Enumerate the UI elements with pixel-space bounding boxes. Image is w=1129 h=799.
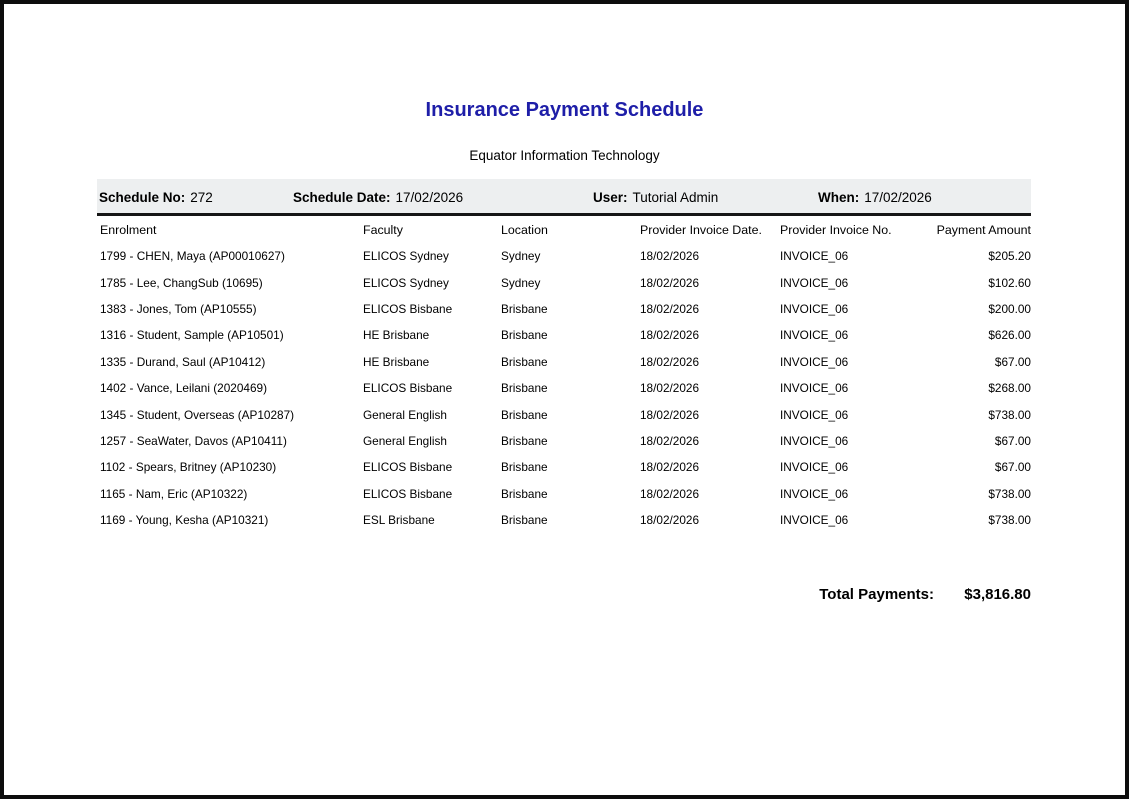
- when-label: When:: [818, 190, 860, 205]
- cell-invoice-no: INVOICE_06: [780, 328, 849, 343]
- cell-location: Brisbane: [501, 354, 548, 369]
- cell-invoice-date: 18/02/2026: [640, 433, 700, 448]
- schedule-date-field: [293, 179, 463, 216]
- schedule-no-value: 272: [190, 190, 213, 205]
- cell-amount: $205.20: [988, 249, 1031, 264]
- cell-invoice-no: INVOICE_06: [780, 486, 849, 501]
- table-row: [97, 428, 1031, 454]
- cell-enrolment: 1102 - Spears, Britney (AP10230): [100, 460, 277, 475]
- cell-location: Sydney: [501, 249, 541, 264]
- cell-amount: $738.00: [988, 407, 1031, 422]
- table-row: [97, 322, 1031, 348]
- cell-invoice-no: INVOICE_06: [780, 460, 849, 475]
- cell-amount: $626.00: [988, 328, 1031, 343]
- cell-faculty: HE Brisbane: [363, 328, 430, 343]
- schedule-no-field: [99, 179, 213, 216]
- total-payments-row: [97, 585, 1031, 605]
- cell-amount: $102.60: [988, 275, 1031, 290]
- cell-enrolment: 1335 - Durand, Saul (AP10412): [100, 354, 266, 369]
- cell-amount: $67.00: [994, 354, 1031, 369]
- cell-amount: $67.00: [994, 433, 1031, 448]
- total-payments-label: Total Payments:: [819, 586, 934, 604]
- cell-amount: $67.00: [994, 460, 1031, 475]
- cell-faculty: ELICOS Sydney: [363, 275, 449, 290]
- header-row: [97, 216, 1031, 243]
- cell-invoice-date: 18/02/2026: [640, 381, 700, 396]
- cell-invoice-date: 18/02/2026: [640, 328, 700, 343]
- table-row: [97, 454, 1031, 480]
- col-invoice-date: Provider Invoice Date.: [640, 222, 762, 237]
- cell-invoice-date: 18/02/2026: [640, 486, 700, 501]
- cell-location: Brisbane: [501, 513, 548, 528]
- cell-faculty: ELICOS Bisbane: [363, 486, 453, 501]
- cell-faculty: General English: [363, 407, 447, 422]
- col-faculty: Faculty: [363, 222, 403, 237]
- cell-enrolment: 1257 - SeaWater, Davos (AP10411): [100, 433, 287, 448]
- cell-enrolment: 1345 - Student, Overseas (AP10287): [100, 407, 295, 422]
- cell-enrolment: 1316 - Student, Sample (AP10501): [100, 328, 284, 343]
- cell-faculty: ELICOS Sydney: [363, 249, 449, 264]
- table-row: [97, 243, 1031, 269]
- table-row: [97, 507, 1031, 533]
- cell-amount: $268.00: [988, 381, 1031, 396]
- table-row: [97, 349, 1031, 375]
- cell-invoice-date: 18/02/2026: [640, 301, 700, 316]
- user-field: [593, 179, 718, 216]
- cell-invoice-date: 18/02/2026: [640, 275, 700, 290]
- cell-enrolment: 1402 - Vance, Leilani (2020469): [100, 381, 268, 396]
- cell-enrolment: 1785 - Lee, ChangSub (10695): [100, 275, 263, 290]
- cell-invoice-no: INVOICE_06: [780, 249, 849, 264]
- cell-enrolment: 1799 - CHEN, Maya (AP00010627): [100, 249, 285, 264]
- cell-location: Brisbane: [501, 433, 548, 448]
- user-value: Tutorial Admin: [632, 190, 719, 205]
- cell-invoice-no: INVOICE_06: [780, 513, 849, 528]
- schedule-no-label: Schedule No:: [99, 190, 186, 205]
- cell-invoice-date: 18/02/2026: [640, 513, 700, 528]
- table-row: [97, 401, 1031, 427]
- table-body: [97, 243, 1031, 533]
- cell-faculty: ELICOS Bisbane: [363, 381, 453, 396]
- cell-enrolment: 1383 - Jones, Tom (AP10555): [100, 301, 257, 316]
- total-payments-value: $3,816.80: [964, 586, 1031, 604]
- schedule-date-value: 17/02/2026: [395, 190, 464, 205]
- col-payment-amount: Payment Amount: [936, 222, 1031, 237]
- cell-location: Brisbane: [501, 486, 548, 501]
- page-subtitle: Equator Information Technology: [469, 148, 660, 163]
- cell-location: Brisbane: [501, 460, 548, 475]
- payment-schedule-table: [97, 216, 1031, 533]
- cell-location: Brisbane: [501, 381, 548, 396]
- table-row: [97, 375, 1031, 401]
- cell-invoice-no: INVOICE_06: [780, 301, 849, 316]
- cell-faculty: ELICOS Bisbane: [363, 301, 453, 316]
- cell-enrolment: 1169 - Young, Kesha (AP10321): [100, 513, 269, 528]
- cell-amount: $738.00: [988, 513, 1031, 528]
- schedule-date-label: Schedule Date:: [293, 190, 391, 205]
- when-field: [818, 179, 932, 216]
- table-row: [97, 296, 1031, 322]
- cell-location: Sydney: [501, 275, 541, 290]
- cell-faculty: ESL Brisbane: [363, 513, 435, 528]
- cell-invoice-date: 18/02/2026: [640, 407, 700, 422]
- cell-amount: $738.00: [988, 486, 1031, 501]
- cell-faculty: ELICOS Bisbane: [363, 460, 453, 475]
- col-enrolment: Enrolment: [100, 222, 157, 237]
- table-header: [97, 216, 1031, 243]
- col-invoice-no: Provider Invoice No.: [780, 222, 892, 237]
- schedule-info-bar: [97, 179, 1031, 216]
- user-label: User:: [593, 190, 628, 205]
- cell-invoice-no: INVOICE_06: [780, 275, 849, 290]
- cell-invoice-date: 18/02/2026: [640, 249, 700, 264]
- cell-invoice-no: INVOICE_06: [780, 407, 849, 422]
- table-row: [97, 481, 1031, 507]
- cell-invoice-no: INVOICE_06: [780, 433, 849, 448]
- cell-invoice-no: INVOICE_06: [780, 354, 849, 369]
- when-value: 17/02/2026: [864, 190, 932, 205]
- cell-location: Brisbane: [501, 328, 548, 343]
- cell-faculty: HE Brisbane: [363, 354, 430, 369]
- cell-invoice-no: INVOICE_06: [780, 381, 849, 396]
- cell-amount: $200.00: [988, 301, 1031, 316]
- cell-enrolment: 1165 - Nam, Eric (AP10322): [100, 486, 248, 501]
- cell-faculty: General English: [363, 433, 447, 448]
- col-location: Location: [501, 222, 548, 237]
- cell-invoice-date: 18/02/2026: [640, 460, 700, 475]
- cell-location: Brisbane: [501, 301, 548, 316]
- cell-location: Brisbane: [501, 407, 548, 422]
- table-row: [97, 269, 1031, 295]
- cell-invoice-date: 18/02/2026: [640, 354, 700, 369]
- document-page: [4, 4, 1125, 795]
- page-title: Insurance Payment Schedule: [425, 99, 704, 121]
